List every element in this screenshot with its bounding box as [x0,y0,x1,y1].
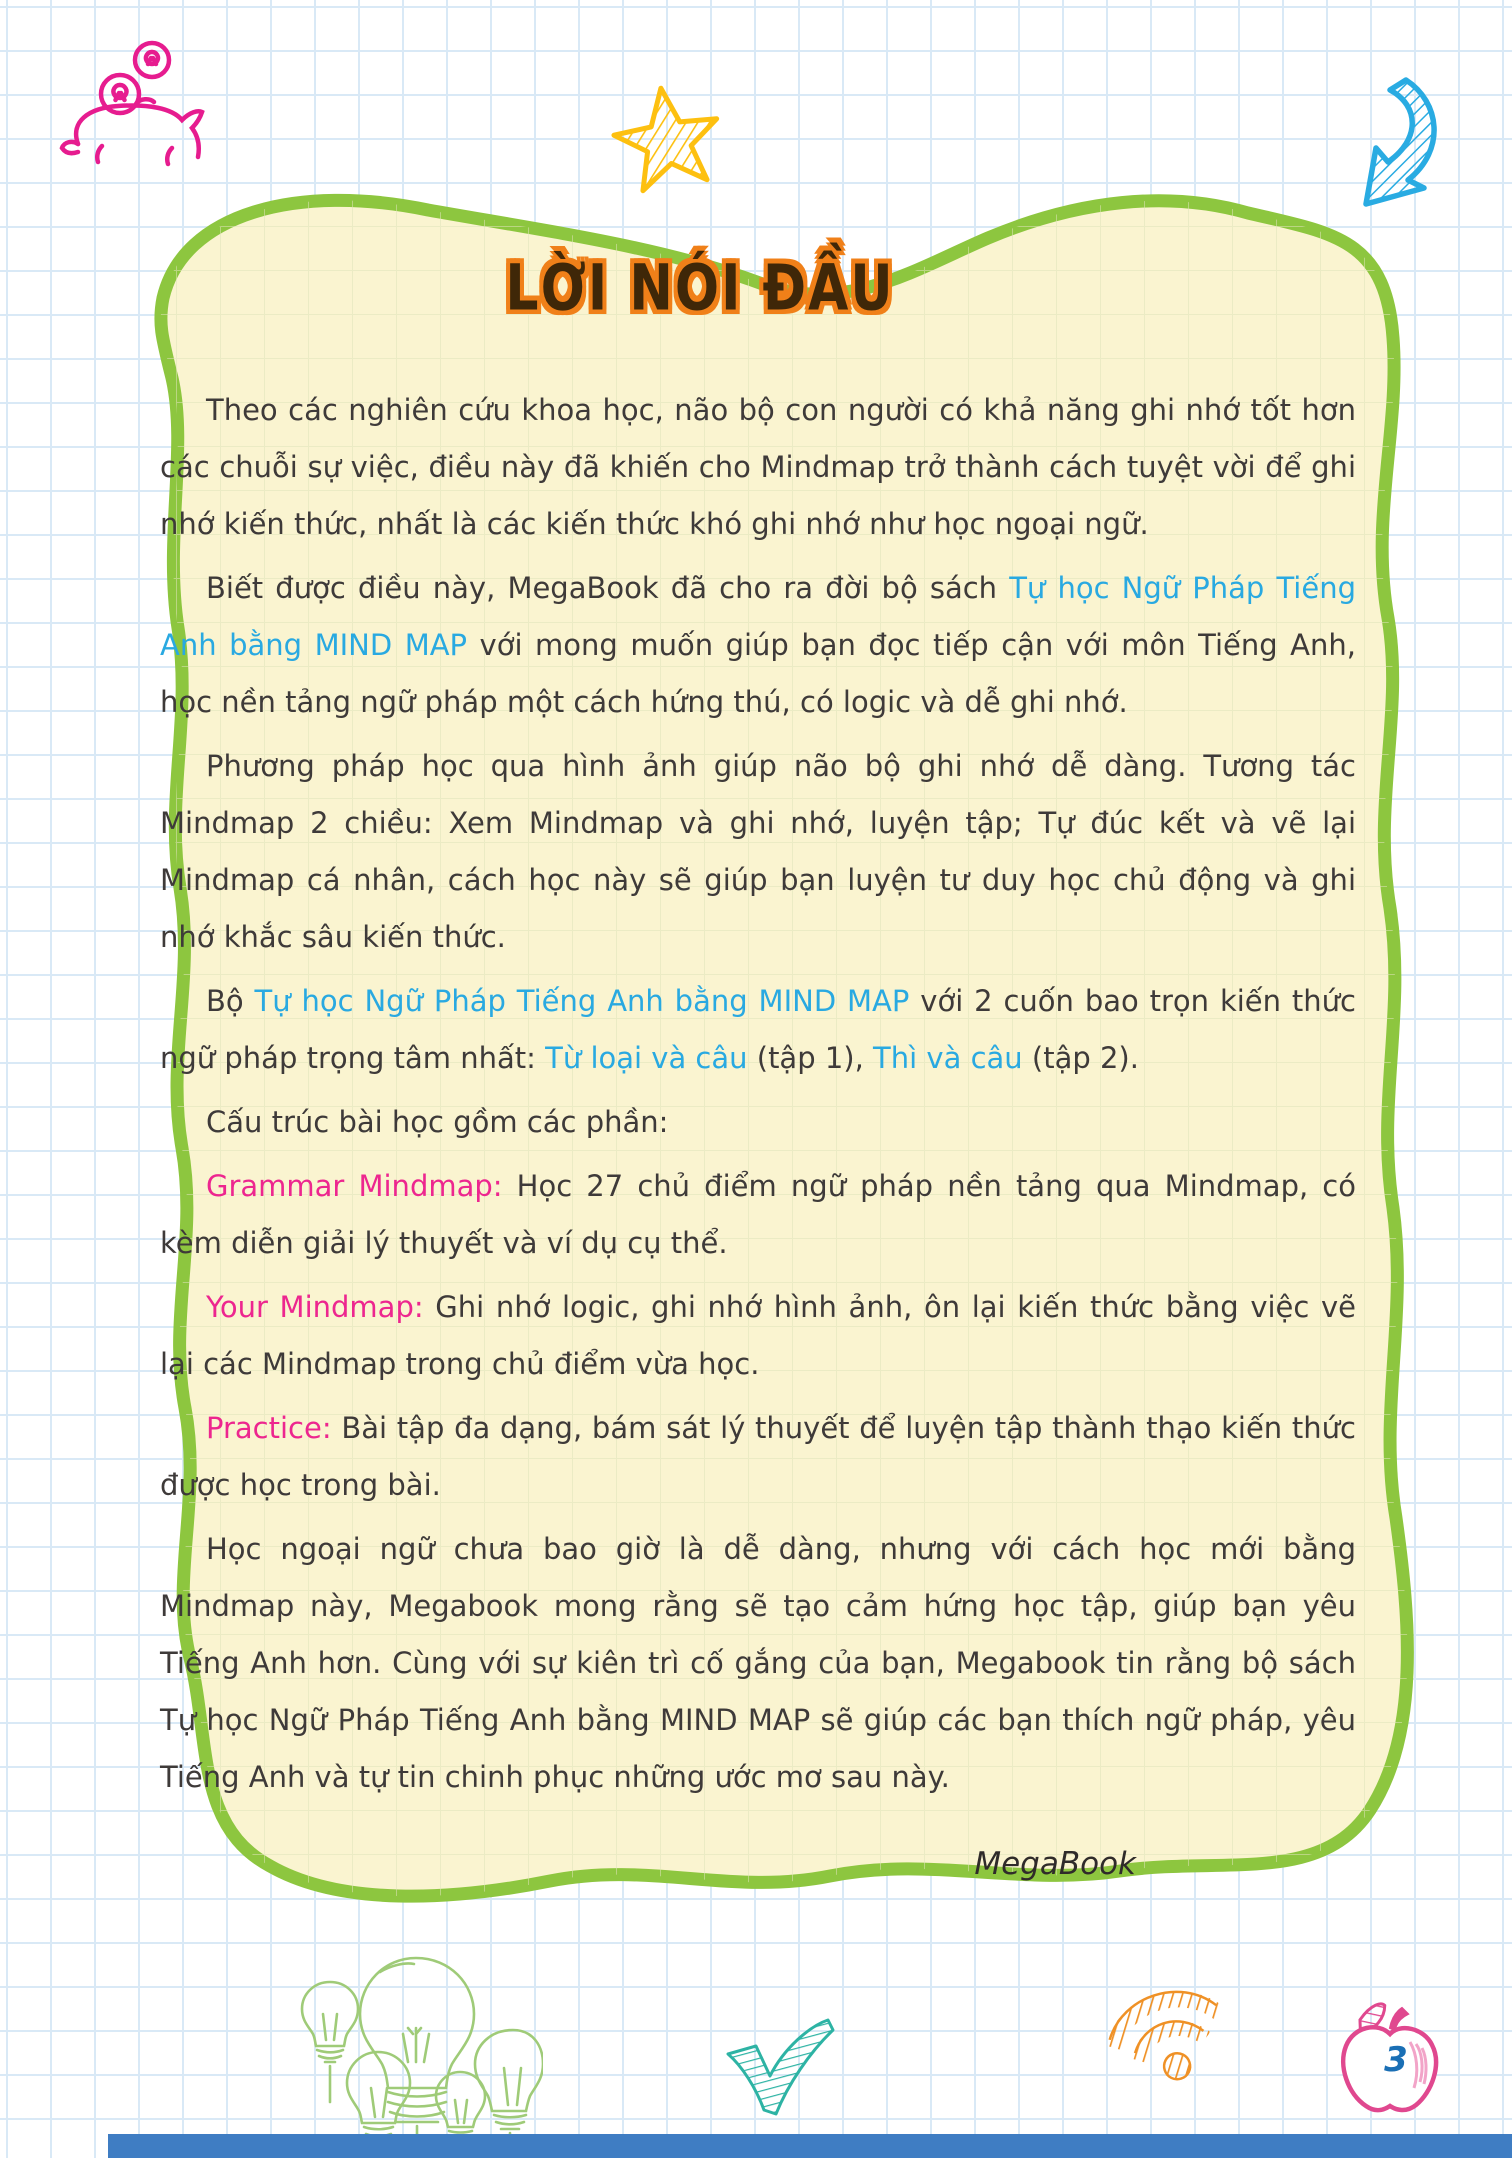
text-segment-body: với 2 cuốn bao trọn kiến thức ngữ pháp trọng tâm nhất: [160,984,1356,1075]
text-segment-body: Cấu trúc bài học gồm các phần: [206,1105,669,1139]
text-segment-blue: Từ loại và câu [545,1041,748,1075]
signature: MegaBook [974,1846,1136,1882]
wifi-icon [1092,1972,1240,2092]
footer-bar [108,2134,1512,2158]
paragraph [160,738,1356,966]
text-segment-blue: Tự học Ngữ Pháp Tiếng Anh bằng MIND MAP [160,571,1356,662]
text-segment-body: Bài tập đa dạng, bám sát lý thuyết để luyện tập thành thạo kiến thức được học trong bài. [160,1411,1356,1502]
text-segment-pink: Grammar Mindmap: [206,1169,503,1203]
text-segment-body: Phương pháp học qua hình ảnh giúp não bộ ghi nhớ dễ dàng. Tương tác Mindmap 2 chiều: Xem Mindmap và ghi nhớ, luyện tập; Tự đúc kết và vẽ lại Mindmap cá nhân, cách học này sẽ giúp bạn luyện tư duy học chủ động và ghi nhớ khắc sâu kiến thức. [160,749,1356,954]
text-segment-blue: Thì và câu [873,1041,1023,1075]
text-segment-body: Bộ [206,984,255,1018]
preface-text [160,382,1356,1813]
checkmark-icon [722,2018,840,2116]
paragraph [160,382,1356,553]
paragraph [160,1158,1356,1272]
text-segment-body: (tập 2). [1022,1041,1139,1075]
text-segment-body: (tập 1), [747,1041,874,1075]
text-segment-body: Ghi nhớ logic, ghi nhớ hình ảnh, ôn lại kiến thức bằng việc vẽ lại các Mindmap trong chủ điểm vừa học. [160,1290,1356,1381]
lightbulbs-icon [238,1942,543,2158]
text-segment-body: Biết được điều này, MegaBook đã cho ra đời bộ sách [206,571,1010,605]
signature-row [160,1818,1356,1893]
text-segment-body: Học ngoại ngữ chưa bao giờ là dễ dàng, nhưng với cách học mới bằng Mindmap này, Megabook mong rằng sẽ tạo cảm hứng học tập, giúp bạn yêu Tiếng Anh hơn. Cùng với sự kiên trì cố gắng của bạn, Megabook tin rằng bộ sách Tự học Ngữ Pháp Tiếng Anh bằng MIND MAP sẽ giúp các bạn thích ngữ pháp, yêu Tiếng Anh và tự tin chinh phục những ước mơ sau này. [160,1532,1356,1794]
paragraph [160,1094,1356,1151]
text-segment-blue: Tự học Ngữ Pháp Tiếng Anh bằng MIND MAP [254,984,910,1018]
page-title: LỜI NÓI ĐẦU [505,252,895,326]
paragraph [160,1400,1356,1514]
paragraph [160,560,1356,731]
text-segment-pink: Practice: [206,1411,332,1445]
text-segment-body: Học 27 chủ điểm ngữ pháp nền tảng qua Mindmap, có kèm diễn giải lý thuyết và ví dụ cụ thể. [160,1169,1356,1260]
text-segment-pink: Your Mindmap: [206,1290,424,1324]
paragraph [160,1279,1356,1393]
text-segment-body: với mong muốn giúp bạn đọc tiếp cận với môn Tiếng Anh, học nền tảng ngữ pháp một cách hứng thú, có logic và dễ ghi nhớ. [160,628,1356,719]
text-segment-body: Theo các nghiên cứu khoa học, não bộ con người có khả năng ghi nhớ tốt hơn các chuỗi sự việc, điều này đã khiến cho Mindmap trở thành cách tuyệt vời để ghi nhớ kiến thức, nhất là các kiến thức khó ghi nhớ như học ngoại ngữ. [160,393,1356,541]
paragraph [160,973,1356,1087]
page-number: 3 [1384,2040,1408,2080]
paragraph [160,1521,1356,1806]
